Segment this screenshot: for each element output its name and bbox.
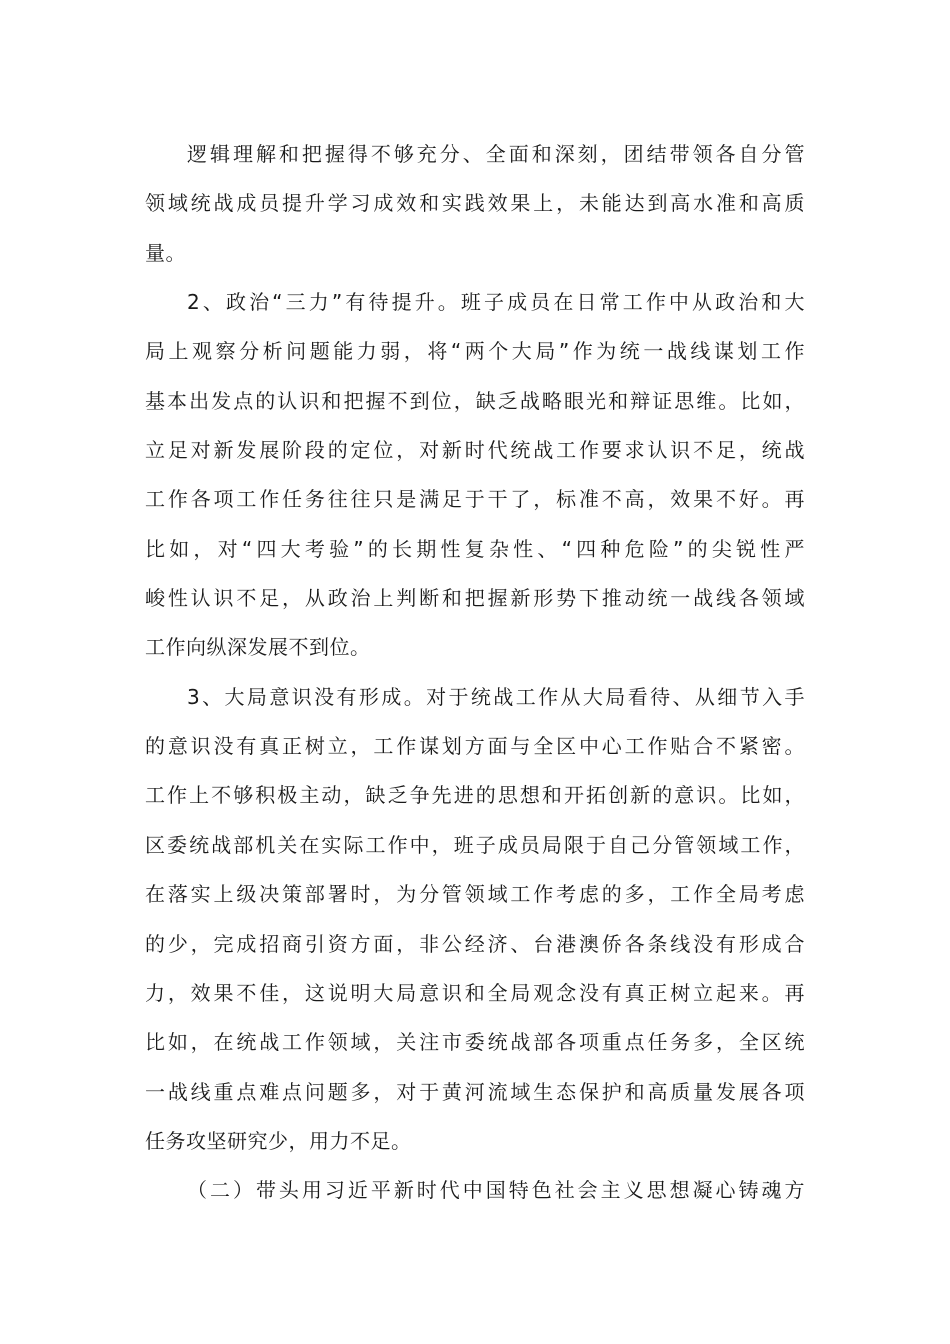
text-line: 在落实上级决策部署时，为分管领域工作考虑的多，工作全局考虑 [145, 882, 805, 907]
text-line: 工作上不够积极主动，缺乏争先进的思想和开拓创新的意识。比如， [145, 783, 805, 808]
text-line: 逻辑理解和把握得不够充分、全面和深刻，团结带领各自分管 [187, 142, 805, 166]
paragraph-3 [145, 673, 805, 1166]
text-line: 量。 [145, 240, 186, 265]
text-line: 工作向纵深发展不到位。 [145, 635, 371, 660]
text-line: 基本出发点的认识和把握不到位，缺乏战略眼光和辩证思维。比如， [145, 388, 805, 413]
text-line: 的意识没有真正树立，工作谋划方面与全区中心工作贴合不紧密。 [145, 734, 805, 759]
text-line: 区委统战部机关在实际工作中，班子成员局限于自己分管领域工作， [145, 832, 805, 857]
text-line: 工作各项工作任务往往只是满足于干了，标准不高，效果不好。再 [145, 487, 805, 512]
text-line: 峻性认识不足，从政治上判断和把握新形势下推动统一战线各领域 [145, 586, 805, 611]
text-line: 力，效果不佳，这说明大局意识和全局观念没有真正树立起来。再 [145, 980, 805, 1005]
text-line: 比如，对“四大考验”的长期性复杂性、“四种危险”的尖锐性严 [145, 536, 805, 561]
text-line: 3、大局意识没有形成。对于统战工作从大局看待、从细节入手 [187, 684, 805, 709]
text-line: 任务攻坚研究少，用力不足。 [145, 1128, 412, 1153]
text-line: 一战线重点难点问题多，对于黄河流域生态保护和高质量发展各项 [145, 1079, 805, 1104]
text-line: 比如，在统战工作领域，关注市委统战部各项重点任务多，全区统 [145, 1030, 805, 1055]
document-body [145, 130, 805, 1216]
text-line: 局上观察分析问题能力弱，将“两个大局”作为统一战线谋划工作 [145, 339, 805, 364]
text-line: 2、政治“三力”有待提升。班子成员在日常工作中从政治和大 [187, 290, 805, 315]
paragraph-2 [145, 278, 805, 673]
paragraph-1 [145, 130, 805, 278]
text-line: 领域统战成员提升学习成效和实践效果上，未能达到高水准和高质 [145, 191, 805, 216]
text-line: 立足对新发展阶段的定位，对新时代统战工作要求认识不足，统战 [145, 438, 805, 463]
paragraph-4-heading [145, 1166, 805, 1215]
text-line: 的少，完成招商引资方面，非公经济、台港澳侨各条线没有形成合 [145, 931, 805, 956]
section-heading-line: （二）带头用习近平新时代中国特色社会主义思想凝心铸魂方 [187, 1178, 805, 1203]
